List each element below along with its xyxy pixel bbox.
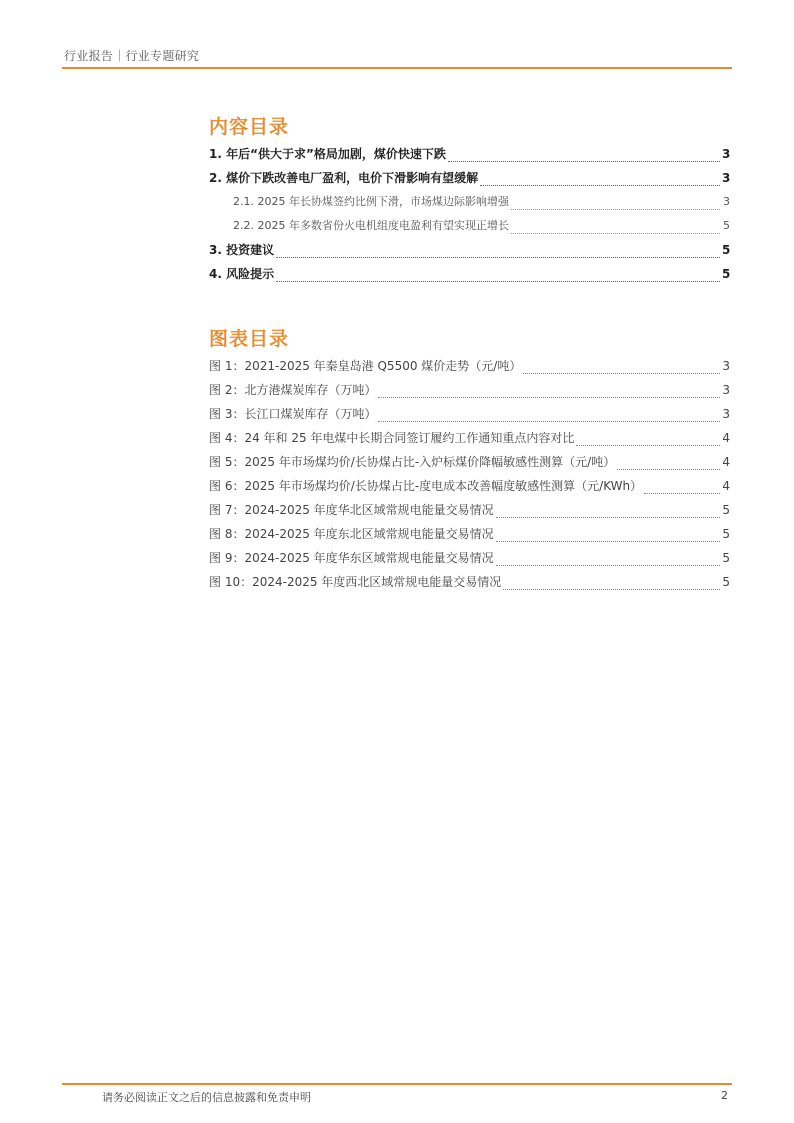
toc-entry-label: 1. 年后“供大于求”格局加剧，煤价快速下跌 xyxy=(209,147,446,161)
figure-entry-label: 图 10：2024-2025 年度西北区域常规电能量交易情况 xyxy=(209,575,502,589)
toc-subentry[interactable] xyxy=(209,214,730,238)
figure-entry-label: 图 5：2025 年市场煤均价/长协煤占比-入炉标煤价降幅敏感性测算（元/吨） xyxy=(209,455,616,469)
page-number: 2 xyxy=(721,1089,728,1102)
figures-title: 图表目录 xyxy=(209,328,290,350)
dot-leader xyxy=(496,517,720,518)
figure-entry[interactable] xyxy=(209,426,730,450)
figure-entry-page: 4 xyxy=(722,455,730,469)
figure-entry-page: 5 xyxy=(722,503,730,517)
toc-entry-page: 5 xyxy=(723,219,730,232)
toc-entry-label: 3. 投资建议 xyxy=(209,243,275,257)
figure-entry-page: 3 xyxy=(722,407,730,421)
dot-leader xyxy=(378,397,720,398)
figure-entry-page: 4 xyxy=(722,431,730,445)
figure-entry[interactable] xyxy=(209,474,730,498)
dot-leader xyxy=(496,541,720,542)
report-header: 行业报告｜行业专题研究 xyxy=(64,49,200,63)
dot-leader xyxy=(523,373,720,374)
toc-entry-page: 3 xyxy=(722,147,731,161)
toc-entry-label: 2. 煤价下跌改善电厂盈利，电价下滑影响有望缓解 xyxy=(209,171,479,185)
figure-entry-page: 5 xyxy=(722,551,730,565)
figure-entry[interactable] xyxy=(209,522,730,546)
figure-entry[interactable] xyxy=(209,378,730,402)
toc-entry-label: 2.2. 2025 年多数省份火电机组度电盈利有望实现正增长 xyxy=(233,219,509,232)
figure-entry[interactable] xyxy=(209,402,730,426)
figure-entry-label: 图 8：2024-2025 年度东北区域常规电能量交易情况 xyxy=(209,527,494,541)
figure-entry-page: 3 xyxy=(722,383,730,397)
figure-entry[interactable] xyxy=(209,570,730,594)
dot-leader xyxy=(576,445,720,446)
toc-entry-page: 5 xyxy=(722,243,731,257)
toc-entry-page: 5 xyxy=(722,267,731,281)
dot-leader xyxy=(378,421,720,422)
figure-entry-label: 图 6：2025 年市场煤均价/长协煤占比-度电成本改善幅度敏感性测算（元/KWh） xyxy=(209,479,643,493)
dot-leader xyxy=(511,233,720,234)
figures-list xyxy=(209,354,730,594)
figure-entry-label: 图 3：长江口煤炭库存（万吨） xyxy=(209,407,377,421)
figure-entry-label: 图 2：北方港煤炭库存（万吨） xyxy=(209,383,377,397)
figure-entry-page: 3 xyxy=(722,359,730,373)
dot-leader xyxy=(503,589,720,590)
dot-leader xyxy=(617,469,720,470)
figure-entry-label: 图 1：2021-2025 年秦皇岛港 Q5500 煤价走势（元/吨） xyxy=(209,359,522,373)
footer-divider xyxy=(62,1083,732,1085)
figure-entry[interactable] xyxy=(209,498,730,522)
figure-entry-label: 图 9：2024-2025 年度华东区域常规电能量交易情况 xyxy=(209,551,494,565)
toc-entry-label: 4. 风险提示 xyxy=(209,267,275,281)
figure-entry-page: 4 xyxy=(722,479,730,493)
dot-leader xyxy=(448,161,720,162)
contents-list xyxy=(209,142,730,286)
figure-entry-page: 5 xyxy=(722,575,730,589)
figure-entry[interactable] xyxy=(209,546,730,570)
dot-leader xyxy=(480,185,720,186)
toc-entry[interactable] xyxy=(209,142,730,166)
contents-title: 内容目录 xyxy=(209,116,290,138)
dot-leader xyxy=(496,565,720,566)
toc-entry-page: 3 xyxy=(723,195,730,208)
header-divider xyxy=(62,67,732,69)
figure-entry[interactable] xyxy=(209,450,730,474)
toc-entry-page: 3 xyxy=(722,171,731,185)
dot-leader xyxy=(511,209,720,210)
dot-leader xyxy=(276,257,720,258)
dot-leader xyxy=(276,281,720,282)
toc-entry[interactable] xyxy=(209,238,730,262)
toc-entry[interactable] xyxy=(209,262,730,286)
figure-entry-page: 5 xyxy=(722,527,730,541)
figure-entry[interactable] xyxy=(209,354,730,378)
toc-entry[interactable] xyxy=(209,166,730,190)
figure-entry-label: 图 7：2024-2025 年度华北区域常规电能量交易情况 xyxy=(209,503,494,517)
figure-entry-label: 图 4：24 年和 25 年电煤中长期合同签订履约工作通知重点内容对比 xyxy=(209,431,575,445)
toc-subentry[interactable] xyxy=(209,190,730,214)
toc-entry-label: 2.1. 2025 年长协煤签约比例下滑，市场煤边际影响增强 xyxy=(233,195,509,208)
dot-leader xyxy=(644,493,720,494)
footer-disclaimer: 请务必阅读正文之后的信息披露和免责申明 xyxy=(102,1091,311,1104)
